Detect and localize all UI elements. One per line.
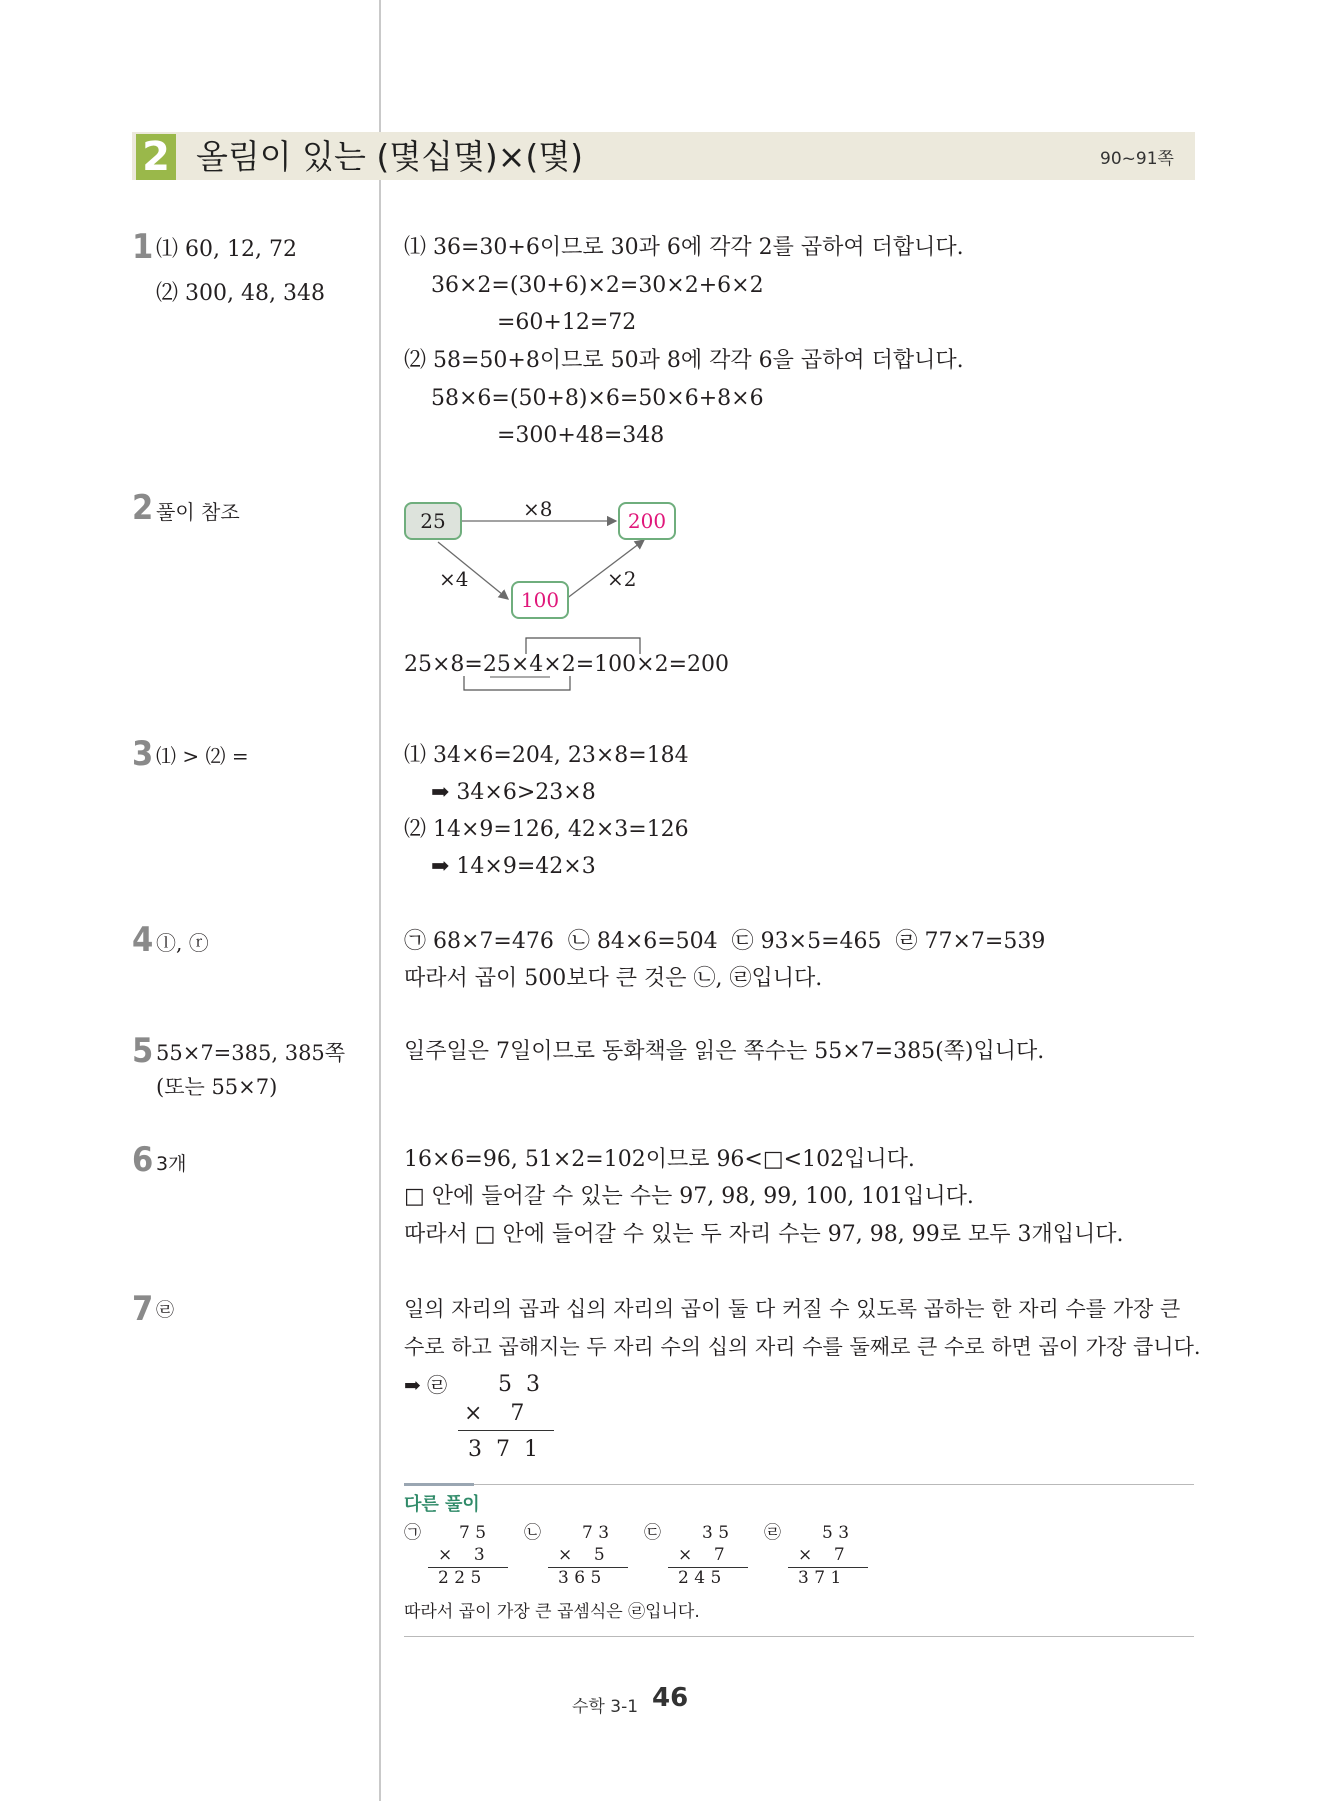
label-x2: ×2 <box>607 567 637 591</box>
solution-line: 따라서 □ 안에 들어갈 수 있는 두 자리 수는 97, 98, 99로 모두 3개입니다. <box>404 1222 1124 1247</box>
alt-item <box>524 1522 634 1592</box>
column-divider <box>379 0 381 1801</box>
alt-mid: × 7 <box>678 1545 725 1565</box>
label-x8: ×8 <box>523 497 553 521</box>
solution-line: 일의 자리의 곱과 십의 자리의 곱이 둘 다 커질 수 있도록 곱하는 한 자리 수를 가장 큰 <box>404 1297 1181 1321</box>
answer: ⑵ 300, 48, 348 <box>156 281 325 306</box>
alt-top: 7 5 <box>459 1523 487 1543</box>
solution-line: 36×2=(30+6)×2=30×2+6×2 <box>431 273 764 298</box>
alt-rule-accent <box>404 1483 474 1486</box>
section-number: 2 <box>136 134 176 180</box>
solution-line: ㉠ 68×7=476 ㉡ 84×6=504 ㉢ 93×5=465 ㉣ 77×7=539 <box>404 929 1046 954</box>
alt-solution-title: 다른 풀이 <box>404 1494 480 1515</box>
problem-number: 6 <box>132 1140 154 1180</box>
section-title: 올림이 있는 (몇십몇)×(몇) <box>196 137 584 176</box>
alt-conclusion: 따라서 곱이 가장 큰 곱셈식은 ㉣입니다. <box>404 1602 700 1622</box>
answer: 풀이 참조 <box>156 500 240 524</box>
alt-rule-bottom <box>404 1636 1194 1637</box>
alt-mid: × 3 <box>438 1545 485 1565</box>
alt-label: ㉢ <box>644 1523 661 1543</box>
solution-line: 일주일은 7일이므로 동화책을 읽은 쪽수는 55×7=385(쪽)입니다. <box>404 1039 1045 1064</box>
alt-result: 3 7 1 <box>798 1568 842 1588</box>
section-pages: 90~91쪽 <box>1100 149 1174 169</box>
node-100: 100 <box>511 581 569 619</box>
mult-rule <box>458 1430 554 1431</box>
problem-number: 7 <box>132 1289 154 1329</box>
answer: ⑴ 60, 12, 72 <box>156 237 297 262</box>
answer: ⑴ > ⑵ = <box>156 744 249 768</box>
label-x4: ×4 <box>439 567 469 591</box>
alt-item <box>764 1522 874 1592</box>
solution-line: □ 안에 들어갈 수 있는 수는 97, 98, 99, 100, 101입니다. <box>404 1184 974 1209</box>
solution-line: 16×6=96, 51×2=102이므로 96<□<102입니다. <box>404 1147 915 1172</box>
answer: 55×7=385, 385쪽 <box>156 1041 346 1065</box>
solution-line: ⑴ 34×6=204, 23×8=184 <box>404 743 689 768</box>
alt-rule-top <box>404 1484 1194 1485</box>
solution-line: 58×6=(50+8)×6=50×6+8×6 <box>431 386 764 411</box>
page-number: 46 <box>652 1683 689 1713</box>
alt-label: ㉡ <box>524 1523 541 1543</box>
mult-top: 5 3 <box>498 1372 540 1397</box>
alt-top: 5 3 <box>822 1523 850 1543</box>
alt-top: 3 5 <box>702 1523 730 1543</box>
solution-line: ⑴ 36=30+6이므로 30과 6에 각각 2를 곱하여 더합니다. <box>404 235 964 260</box>
answer: ㉣ <box>156 1300 174 1321</box>
problem-number: 2 <box>132 488 154 528</box>
alt-label: ㉠ <box>404 1523 421 1543</box>
alt-result: 2 4 5 <box>678 1568 722 1588</box>
solution-line: 따라서 곱이 500보다 큰 것은 ㉡, ㉣입니다. <box>404 966 823 991</box>
answer: 3개 <box>156 1153 187 1175</box>
problem-number: 3 <box>132 734 154 774</box>
arrow-answer: ➡ ㉣ <box>404 1373 448 1397</box>
equation-line: 25×8=25×4×2=100×2=200 <box>404 652 729 677</box>
alt-item <box>644 1522 754 1592</box>
problem-number: 5 <box>132 1031 154 1071</box>
solution-line: =300+48=348 <box>497 423 665 448</box>
alt-mid: × 5 <box>558 1545 605 1565</box>
footer-book: 수학 3-1 <box>572 1697 639 1717</box>
alt-mid: × 7 <box>798 1545 845 1565</box>
solution-line: 수로 하고 곱해지는 두 자리 수의 십의 자리 수를 둘째로 큰 수로 하면 곱이 가장 큽니다. <box>404 1335 1201 1359</box>
alt-top: 7 3 <box>582 1523 610 1543</box>
node-25: 25 <box>404 502 462 540</box>
alt-result: 3 6 5 <box>558 1568 602 1588</box>
answer: (또는 55×7) <box>156 1075 278 1099</box>
mult-mid: × 7 <box>464 1401 525 1426</box>
solution-line: ➡ 14×9=42×3 <box>431 854 596 879</box>
alt-item <box>404 1522 514 1592</box>
alt-result: 2 2 5 <box>438 1568 482 1588</box>
solution-line: ⑵ 14×9=126, 42×3=126 <box>404 817 689 842</box>
node-200: 200 <box>618 502 676 540</box>
solution-line: ⑵ 58=50+8이므로 50과 8에 각각 6을 곱하여 더합니다. <box>404 348 964 373</box>
solution-line: =60+12=72 <box>497 310 637 335</box>
answer: ⓛ, ⓡ <box>156 931 209 955</box>
problem-number: 1 <box>132 227 154 267</box>
alt-label: ㉣ <box>764 1523 781 1543</box>
solution-line: ➡ 34×6>23×8 <box>431 780 596 805</box>
mult-result: 3 7 1 <box>468 1437 538 1462</box>
problem-number: 4 <box>132 920 154 960</box>
